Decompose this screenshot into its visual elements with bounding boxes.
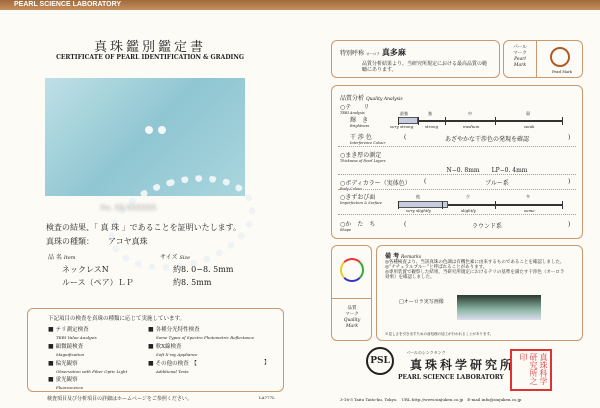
body-colour-label: ○ボディカラー（実体色） Body Colour [340, 180, 411, 191]
lab-name-jp: 真珠科学研究所 [410, 358, 516, 372]
pearl-mark-icon [550, 47, 570, 67]
size-header-en: Size [179, 255, 191, 261]
nacre-label: ○まき厚の測定 Thickness of Pearl Layers [340, 152, 386, 163]
item-name: ネックレスN [62, 265, 109, 274]
remarks-list: ◎各種検査より、当該真珠の色調は有機色素に由来するものであることを確認しました。 ◎“ナチュラルブルー”と呼ばれることがあります。 ◎専用装置で観察した結果、当研究所規定におけるテリの基準を満たす干渉色（オーロラ効果）を確認しました。 [385, 260, 565, 280]
item-size: 約8. 0−8. 5mm [173, 265, 234, 274]
test-item: ■ 軟X線検査 Soft X-ray Appliance [148, 343, 198, 358]
quality-mark-icon [340, 258, 364, 282]
special-name: 特別呼称 オーロラ 真多麻 [340, 47, 406, 57]
test-item: ■ その他の検査 【 Additional Tests [148, 360, 197, 375]
lab-kana: パールのシンクタンク [406, 350, 446, 355]
test-item: ■ テリ測定検査 TERI Value Analysis [48, 326, 97, 341]
address: 3-16-5 Taito Taito-ku, Tokyo. URL http://www.sinjuken.co.jp E-mail info@sinjuken.co.jp [340, 397, 522, 402]
special-name-box [331, 40, 500, 78]
item-header [48, 252, 76, 261]
earring-pearl [158, 126, 166, 134]
shape-value: ラウンド系 [471, 223, 502, 230]
tests-intro: 下記項目の検査を真珠の種類に応じて実施しています。 [48, 316, 186, 322]
teri-label: ○テ リ TERI Analysis [340, 104, 370, 115]
item-name: ルース（ペア）ＬＰ [62, 278, 134, 287]
certificate-subtitle: CERTIFICATE OF PEARL IDENTIFICATION & GRADING [56, 54, 244, 61]
band-title: PEARL SCIENCE LABORATORY [14, 1, 122, 8]
bracket-end: 】 [264, 360, 270, 366]
special-desc: 品質分析結果より、当研究所規定における最高品質の範疇にあります。 [362, 61, 488, 73]
pearl-type-value: アコヤ真珠 [108, 237, 148, 246]
test-item: ■ 各種分光特性検査 Some Types of Spectro Photometric Reflectance [148, 326, 254, 341]
earring-pearl [145, 126, 153, 134]
quality-analysis-box: 品質分析 Quality Analysis ○テ リ TERI Analysis 輝 き Brightness 最強 強 中 弱 very strong strong medium weak 干 渉 色 Interference Colour ( ) あざやかな干渉色の発現を確認 ○まき厚の測定 Thickness of Pearl Layers N−0. 8mm LP−0. 4mm ○ボディカラー（実体色） Body Colour ( ) ブルー系 ○きずおび面 Imperfection & Surface 他 少 多 very slightly slightly some ○か た ち Shape ( ) ラウンド系 [331, 85, 583, 239]
shape-label: ○か た ち Shape [340, 221, 376, 232]
test-item: ■ 顕微鏡検査 Magnification [48, 343, 84, 358]
certificate-number: No. XX-XXXXXX [100, 204, 157, 212]
remarks-box [376, 245, 583, 341]
remarks-note: ※見しさを引き出すための前処理の加工が行われることがあります。 [385, 332, 494, 336]
size-header [160, 252, 190, 261]
aurora-label: □オーロラ実写画像 [399, 299, 444, 305]
quality-mark-label: 品質 マーク Quality Mark [343, 306, 361, 329]
item-header-en: Item [63, 255, 76, 261]
tests-box [27, 308, 284, 392]
pearl-mark-box [503, 40, 583, 78]
statement: 検査の結果、「 真 珠 」であることを証明いたします。 [46, 223, 241, 232]
test-item: ■ 偏光観察 Observation with Fiber Optic Light [48, 360, 127, 375]
psl-logo: PSL [366, 347, 394, 375]
quality-mark-box [331, 245, 372, 341]
top-band [0, 0, 600, 10]
blemish-marker [398, 201, 448, 208]
brightness-scale: 最強 強 中 弱 very strong strong medium weak [398, 120, 563, 122]
nacre-value: N−0. 8mm LP−0. 4mm [446, 167, 528, 174]
brightness-label: 輝 き Brightness [350, 117, 370, 128]
item-size: 約8. 5mm [173, 278, 212, 287]
blemish-scale: 他 少 多 very slightly slightly some [398, 204, 563, 206]
blemish-label: ○きずおび面 Imperfection & Surface [340, 194, 382, 205]
certificate-title: 真珠鑑別鑑定書 [93, 40, 206, 55]
footer-note: 検査項目及び分析項目の詳細はホームページをご参照ください。 [47, 396, 192, 402]
pearl-type-label: 真珠の種類： [46, 237, 94, 246]
aurora-photo [457, 295, 541, 320]
interference-value: あざやかな干渉色の発現を確認 [444, 136, 529, 143]
pearl-photo [45, 78, 245, 196]
size-header-jp: サイズ [160, 254, 178, 261]
official-seal: 真珠科学研究所之印 [510, 349, 552, 391]
pearl-mark-label: パール マーク Pearl Mark [513, 45, 527, 68]
interference-label: 干 渉 色 Interference Colour [350, 134, 386, 145]
test-item: ■ 蛍光観察 Fluorescence [48, 376, 83, 391]
form-code: LA777L [259, 395, 275, 400]
qa-title: 品質分析 Quality Analysis [340, 95, 403, 102]
item-header-jp: 品 名 [48, 254, 62, 261]
lab-name-en: PEARL SCIENCE LABORATORY [398, 374, 504, 381]
brightness-marker [398, 117, 418, 124]
body-colour-value: ブルー系 [485, 180, 509, 187]
pearl-mark-caption: Pearl Mark [552, 70, 572, 74]
remarks-title: 備 考 Remarks [385, 253, 422, 260]
